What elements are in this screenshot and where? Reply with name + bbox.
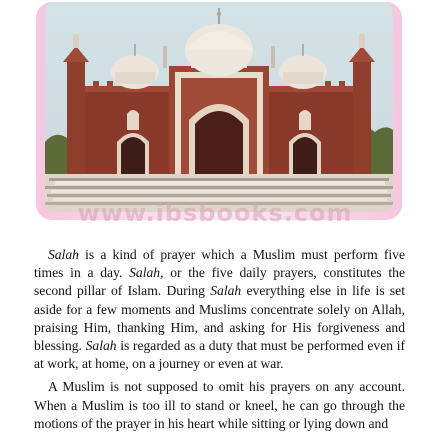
mosque-photo <box>45 2 393 212</box>
paragraph-2 <box>34 378 405 433</box>
italic-term: Salah <box>85 338 117 354</box>
text-span: is regarded as a duty that must be performed even if at work, at home, on a journey or even at war. <box>34 338 406 372</box>
watermark-text: www.ibsbooks.com <box>77 199 353 227</box>
mosque-illustration <box>45 2 393 212</box>
text-span: everything else in life is set aside for a few moments and Muslims concentrate solely on Allah, praising Him, thanking Him, and asking for His forgiveness and blessing. <box>34 283 405 354</box>
paragraph-1 <box>34 246 405 373</box>
italic-term: Salah, <box>129 265 164 281</box>
italic-term: Salah <box>210 283 242 299</box>
text-span: is a kind of prayer which a Muslim must perform five times in a day. <box>34 247 405 281</box>
photo-frame <box>36 2 402 220</box>
text-span: A Muslim is not supposed to omit his prayers on any account. When a Muslim is too ill to stand or kneel, he can go through the motions of the prayer in his heart while sitting or lying down and <box>34 379 405 431</box>
italic-term: Salah <box>48 247 79 262</box>
text-span: or the five daily prayers, constitutes the second pillar of Islam. During <box>34 265 405 299</box>
article-body <box>34 246 405 438</box>
